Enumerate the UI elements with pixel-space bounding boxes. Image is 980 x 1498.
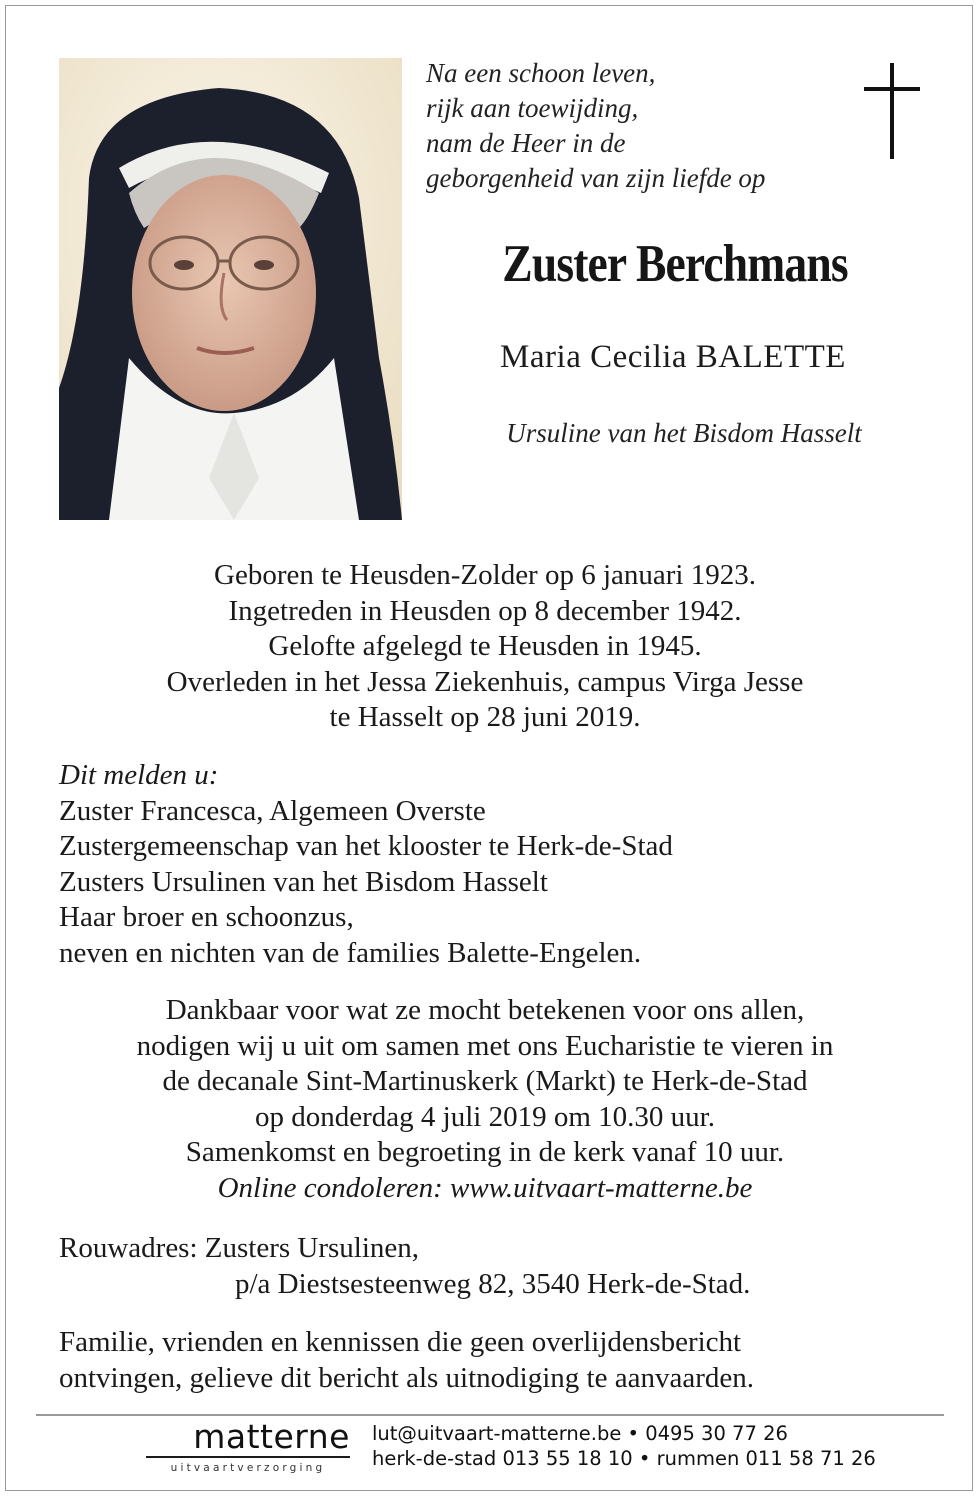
poem-line: geborgenheid van zijn liefde op	[426, 163, 766, 193]
fact-line: Gelofte afgelegd te Heusden in 1945.	[268, 630, 702, 662]
cross-icon	[864, 63, 920, 159]
online-condolence: Online condoleren: www.uitvaart-matterne.be	[217, 1171, 753, 1204]
closing-line: ontvingen, gelieve dit bericht als uitnodiging te aanvaarden.	[59, 1361, 754, 1394]
contact-line: herk-de-stad 013 55 18 10 • rummen 011 58 71 26	[372, 1447, 876, 1470]
closing-line: Familie, vrienden en kennissen die geen overlijdensbericht	[59, 1326, 742, 1358]
service-line: de decanale Sint-Martinuskerk (Markt) te Herk-de-Stad	[162, 1065, 808, 1097]
service-line: Samenkomst en begroeting in de kerk vanaf 10 uur.	[185, 1136, 785, 1168]
contact-line: lut@uitvaart-matterne.be • 0495 30 77 26	[372, 1422, 788, 1445]
poem-line: Na een schoon leven,	[426, 58, 656, 88]
fact-line: Overleden in het Jessa Ziekenhuis, campus Virga Jesse	[166, 665, 804, 698]
announcers	[59, 758, 929, 971]
announcer-line: Haar broer en schoonzus,	[59, 901, 354, 933]
service-line: Dankbaar voor wat ze mocht betekenen voor ons allen,	[165, 994, 805, 1026]
poem-line: rijk aan toewijding,	[426, 93, 639, 123]
announcer-line: Zuster Francesca, Algemeen Overste	[59, 794, 486, 827]
portrait-photo	[59, 58, 402, 520]
deceased-name: Zuster Berchmans	[502, 235, 848, 293]
announce-intro: Dit melden u:	[59, 759, 219, 791]
footer-divider	[36, 1414, 944, 1416]
fact-line: te Hasselt op 28 juni 2019.	[329, 701, 641, 733]
poem-line: nam de Heer in de	[426, 128, 626, 158]
announcer-line: Zustergemeenschap van het klooster te Herk-de-Stad	[59, 830, 673, 862]
religious-order: Ursuline van het Bisdom Hasselt	[506, 418, 862, 448]
address-line: Rouwadres: Zusters Ursulinen,	[59, 1232, 420, 1264]
funeral-home-logo: matterne	[193, 1417, 350, 1456]
fact-line: Ingetreden in Heusden op 8 december 1942.	[228, 594, 742, 627]
civil-name: Maria Cecilia BALETTE	[500, 339, 846, 375]
announcer-line: Zusters Ursulinen van het Bisdom Hasselt	[59, 865, 548, 898]
closing-note	[59, 1325, 929, 1396]
service-line: nodigen wij u uit om samen met ons Eucharistie te vieren in	[136, 1029, 834, 1062]
memorial-poem	[426, 56, 846, 196]
funeral-service	[50, 993, 920, 1206]
fact-line: Geboren te Heusden-Zolder op 6 januari 1923.	[214, 559, 756, 591]
logo-underline	[146, 1456, 350, 1458]
announcer-line: neven en nichten van de families Balette-Engelen.	[59, 936, 642, 969]
service-line: op donderdag 4 juli 2019 om 10.30 uur.	[255, 1100, 715, 1133]
contact-info	[372, 1421, 876, 1471]
address-line: p/a Diestsesteenweg 82, 3540 Herk-de-Stad.	[235, 1267, 751, 1300]
life-facts	[50, 558, 920, 736]
logo-tagline: uitvaartverzorging	[170, 1462, 326, 1474]
mourning-address	[59, 1231, 929, 1302]
